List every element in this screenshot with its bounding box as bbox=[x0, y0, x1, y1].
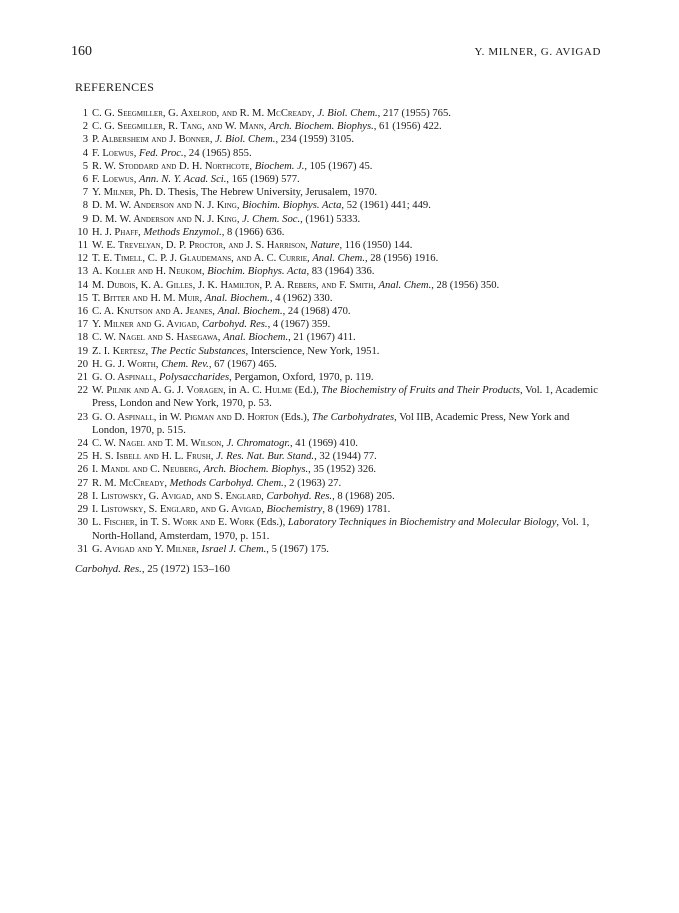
reference-number: 15 bbox=[77, 292, 88, 304]
reference-text: , Vol. 1, Academic Press, London and New York, 1970, p. 53. bbox=[92, 385, 598, 410]
reference-text: , bbox=[261, 504, 267, 516]
reference-authors: L. Fischer bbox=[92, 517, 135, 529]
reference-authors: P. Albersheim and J. Bonner bbox=[92, 134, 210, 146]
reference-item bbox=[76, 265, 604, 278]
reference-text: , 234 (1959) 3105. bbox=[275, 134, 355, 146]
reference-title: J. Chem. Soc. bbox=[242, 213, 301, 225]
reference-text: , 52 (1961) 441; 449. bbox=[341, 200, 431, 212]
reference-text: , 217 (1955) 765. bbox=[377, 108, 451, 119]
reference-authors: C. G. Seegmiller, R. Tang, and W. Mann bbox=[92, 121, 264, 133]
reference-text: (Eds.), bbox=[278, 411, 313, 423]
reference-authors: G. O. Aspinall bbox=[92, 411, 154, 423]
reference-number: 9 bbox=[82, 213, 88, 225]
reference-item bbox=[76, 173, 604, 186]
reference-authors: Y. Milner bbox=[92, 187, 134, 199]
reference-item bbox=[76, 437, 604, 450]
reference-number: 22 bbox=[77, 385, 88, 397]
page-number: 160 bbox=[71, 44, 92, 59]
reference-authors: H. J. Phaff bbox=[92, 226, 139, 238]
reference-title: Arch. Biochem. Biophys. bbox=[203, 464, 309, 476]
reference-item bbox=[76, 358, 604, 371]
reference-list bbox=[76, 107, 604, 556]
reference-number: 17 bbox=[77, 319, 88, 331]
reference-item bbox=[76, 292, 604, 305]
reference-item bbox=[76, 160, 604, 173]
reference-item bbox=[76, 133, 604, 146]
reference-number: 20 bbox=[77, 358, 88, 370]
reference-text: , Pergamon, Oxford, 1970, p. 119. bbox=[229, 372, 374, 384]
reference-text: , bbox=[307, 253, 313, 265]
reference-title: Nature bbox=[310, 240, 340, 252]
reference-authors: Y. Milner and G. Avigad bbox=[92, 319, 197, 331]
reference-title: Biochim. Biophys. Acta bbox=[207, 266, 307, 278]
reference-authors: C. A. Knutson and A. Jeanes bbox=[92, 306, 213, 318]
reference-title: Polysaccharides bbox=[159, 372, 230, 384]
reference-text: , bbox=[198, 464, 204, 476]
reference-item bbox=[76, 107, 604, 120]
reference-item bbox=[76, 252, 604, 265]
reference-title: Anal. Chem. bbox=[312, 253, 365, 265]
reference-number: 14 bbox=[77, 279, 88, 291]
reference-item bbox=[76, 371, 604, 384]
reference-number: 26 bbox=[77, 464, 88, 476]
reference-authors: G. O. Aspinall bbox=[92, 372, 154, 384]
reference-authors: C. W. Nagel and S. Hasegawa bbox=[92, 332, 218, 344]
reference-title: Fed. Proc. bbox=[139, 147, 184, 159]
reference-text: , bbox=[201, 266, 208, 278]
reference-item bbox=[76, 186, 604, 199]
reference-authors: G. Avigad and Y. Milner bbox=[92, 543, 197, 555]
reference-text: , bbox=[249, 160, 255, 172]
reference-title: Anal. Biochem. bbox=[217, 306, 283, 318]
reference-authors: F. Loewus bbox=[92, 147, 134, 159]
reference-text: , bbox=[209, 134, 216, 146]
reference-text: , in bbox=[134, 517, 151, 529]
section-title: REFERENCES bbox=[75, 80, 155, 94]
reference-authors: D. M. W. Anderson and N. J. King bbox=[92, 200, 237, 212]
reference-title: J. Chromatogr. bbox=[226, 438, 290, 450]
reference-number: 3 bbox=[82, 134, 88, 146]
reference-number: 2 bbox=[82, 121, 88, 133]
reference-text: , in bbox=[223, 385, 240, 397]
reference-title: Laboratory Techniques in Biochemistry and Molecular Biology bbox=[287, 517, 557, 529]
reference-text: , 21 (1967) 411. bbox=[288, 332, 356, 344]
reference-authors: R. W. Stoddard and D. H. Northcote bbox=[92, 160, 250, 172]
reference-text: , in bbox=[153, 411, 170, 423]
reference-authors: H. S. Isbell and H. L. Frush bbox=[92, 451, 211, 463]
reference-text: , 32 (1944) 77. bbox=[314, 451, 377, 463]
reference-text: , 24 (1968) 470. bbox=[282, 306, 351, 318]
reference-text: , 41 (1969) 410. bbox=[289, 438, 358, 450]
reference-authors: I. Listowsky, S. Englard, and G. Avigad bbox=[92, 504, 262, 516]
reference-authors: T. S. Work and E. Work bbox=[150, 517, 255, 529]
reference-authors: W. E. Trevelyan, D. P. Proctor, and J. S. Harrison bbox=[92, 240, 306, 252]
reference-authors: D. M. W. Anderson and N. J. King bbox=[92, 213, 237, 225]
reference-item bbox=[76, 463, 604, 476]
reference-item bbox=[76, 503, 604, 516]
reference-text: , 28 (1956) 1916. bbox=[364, 253, 439, 265]
reference-text: , bbox=[210, 451, 217, 463]
reference-text: , (1961) 5333. bbox=[300, 213, 361, 225]
reference-number: 30 bbox=[77, 517, 88, 529]
reference-text: , bbox=[199, 292, 205, 304]
reference-text: , Interscience, New York, 1951. bbox=[245, 345, 380, 357]
reference-text: , 8 (1968) 205. bbox=[332, 490, 395, 502]
reference-text: , bbox=[133, 174, 139, 186]
reference-text: , bbox=[196, 319, 202, 331]
reference-text: , bbox=[138, 226, 144, 238]
reference-text: , bbox=[305, 240, 311, 252]
reference-text: , Ph. D. Thesis, The Hebrew University, Jerusalem, 1970. bbox=[133, 187, 378, 199]
reference-authors: C. G. Seegmiller, G. Axelrod, and R. M. McCready bbox=[92, 108, 313, 119]
reference-text: , bbox=[312, 108, 318, 119]
reference-number: 23 bbox=[77, 411, 88, 423]
reference-text: , bbox=[221, 438, 227, 450]
reference-number: 21 bbox=[77, 372, 88, 384]
reference-item bbox=[76, 120, 604, 133]
reference-title: Methods Carbohyd. Chem. bbox=[169, 477, 284, 489]
reference-title: Biochem. J. bbox=[254, 160, 305, 172]
reference-text: , bbox=[217, 332, 224, 344]
reference-number: 4 bbox=[82, 147, 88, 159]
reference-item bbox=[76, 226, 604, 239]
reference-text: , bbox=[236, 200, 243, 212]
reference-title: Israel J. Chem. bbox=[201, 543, 267, 555]
reference-authors: T. Bitter and H. M. Muir bbox=[92, 292, 200, 304]
reference-text: (Ed.), bbox=[292, 385, 322, 397]
reference-text: , bbox=[212, 306, 218, 318]
reference-authors: T. E. Timell, C. P. J. Glaudemans, and A. C. Currie bbox=[92, 253, 308, 265]
reference-number: 11 bbox=[77, 240, 88, 252]
reference-title: J. Biol. Chem. bbox=[317, 108, 378, 119]
reference-text: , bbox=[261, 490, 267, 502]
reference-authors: M. Dubois, K. A. Gilles, J. K. Hamilton, P. A. Rebers, and F. Smith bbox=[92, 279, 374, 291]
reference-title: J. Res. Nat. Bur. Stand. bbox=[216, 451, 315, 463]
reference-text: , bbox=[263, 121, 270, 133]
reference-text: , 28 (1956) 350. bbox=[431, 279, 500, 291]
reference-text: , 67 (1967) 465. bbox=[208, 358, 277, 370]
reference-number: 31 bbox=[77, 543, 88, 555]
reference-text: , 5 (1967) 175. bbox=[266, 543, 329, 555]
reference-authors: A. Koller and H. Neukom bbox=[92, 266, 202, 278]
journal-details: , 25 (1972) 153–160 bbox=[141, 563, 231, 575]
reference-number: 6 bbox=[82, 174, 88, 186]
reference-text: , 8 (1966) 636. bbox=[221, 226, 285, 238]
reference-title: J. Biol. Chem. bbox=[215, 134, 276, 146]
reference-text: , bbox=[373, 279, 379, 291]
reference-text: , Vol IIB, Academic Press, New York and London, 1970, p. 515. bbox=[92, 411, 570, 436]
reference-number: 7 bbox=[82, 187, 88, 199]
reference-authors: A. C. Hulme bbox=[239, 385, 293, 397]
reference-text: , 61 (1956) 422. bbox=[373, 121, 442, 133]
reference-title: Anal. Biochem. bbox=[204, 292, 270, 304]
reference-title: Carbohyd. Res. bbox=[201, 319, 268, 331]
reference-item bbox=[76, 450, 604, 463]
reference-title: Methods Enzymol. bbox=[143, 226, 222, 238]
reference-text: , bbox=[155, 358, 162, 370]
reference-item bbox=[76, 345, 604, 358]
reference-authors: Z. I. Kertesz bbox=[92, 345, 146, 357]
reference-text: , bbox=[164, 477, 170, 489]
reference-text: , 8 (1969) 1781. bbox=[322, 504, 391, 516]
reference-text: , 105 (1967) 45. bbox=[304, 160, 373, 172]
reference-number: 12 bbox=[77, 253, 88, 265]
reference-number: 25 bbox=[77, 451, 88, 463]
reference-number: 5 bbox=[82, 160, 88, 172]
reference-title: Chem. Rev. bbox=[161, 358, 209, 370]
reference-title: The Pectic Substances bbox=[150, 345, 246, 357]
reference-number: 28 bbox=[77, 490, 88, 502]
reference-title: Carbohyd. Res. bbox=[266, 490, 333, 502]
journal-name: Carbohyd. Res. bbox=[75, 563, 142, 575]
reference-text: , bbox=[196, 543, 202, 555]
reference-item bbox=[76, 147, 604, 160]
reference-authors: C. W. Nagel and T. M. Wilson bbox=[92, 438, 222, 450]
reference-item bbox=[76, 279, 604, 292]
reference-number: 24 bbox=[77, 438, 88, 450]
reference-number: 1 bbox=[82, 108, 88, 119]
reference-number: 18 bbox=[77, 332, 88, 344]
reference-item bbox=[76, 384, 604, 410]
reference-item bbox=[76, 411, 604, 437]
reference-text: , bbox=[145, 345, 151, 357]
reference-number: 16 bbox=[77, 306, 88, 318]
reference-title: Anal. Biochem. bbox=[223, 332, 289, 344]
reference-item bbox=[76, 516, 604, 542]
running-head: Y. MILNER, G. AVIGAD bbox=[474, 46, 601, 58]
reference-item bbox=[76, 239, 604, 252]
reference-text: , 116 (1950) 144. bbox=[339, 240, 413, 252]
reference-text: , 4 (1967) 359. bbox=[267, 319, 331, 331]
reference-text: , 83 (1964) 336. bbox=[306, 266, 375, 278]
reference-title: The Biochemistry of Fruits and Their Products bbox=[321, 385, 521, 397]
reference-number: 10 bbox=[77, 226, 88, 238]
reference-authors: R. M. McCready bbox=[92, 477, 165, 489]
reference-item bbox=[76, 305, 604, 318]
reference-number: 13 bbox=[77, 266, 88, 278]
reference-title: Ann. N. Y. Acad. Sci. bbox=[139, 174, 227, 186]
reference-title: Arch. Biochem. Biophys. bbox=[269, 121, 374, 133]
reference-number: 27 bbox=[77, 477, 88, 489]
reference-text: , bbox=[236, 213, 243, 225]
reference-authors: F. Loewus bbox=[92, 174, 134, 186]
reference-text: , 2 (1963) 27. bbox=[283, 477, 342, 489]
reference-authors: W. Pigman and D. Horton bbox=[169, 411, 279, 423]
reference-item bbox=[76, 477, 604, 490]
reference-text: , 24 (1965) 855. bbox=[183, 147, 252, 159]
reference-title: The Carbohydrates bbox=[312, 411, 395, 423]
reference-text: (Eds.), bbox=[254, 517, 288, 529]
reference-number: 19 bbox=[77, 345, 88, 357]
reference-text: , Vol. 1, North-Holland, Amsterdam, 1970, p. 151. bbox=[92, 517, 590, 542]
reference-number: 8 bbox=[82, 200, 88, 212]
reference-authors: W. Pilnik and A. G. J. Voragen bbox=[92, 385, 224, 397]
reference-authors: I. Listowsky, G. Avigad, and S. Englard bbox=[92, 490, 262, 502]
reference-text: , 4 (1962) 330. bbox=[269, 292, 333, 304]
reference-title: Anal. Chem. bbox=[378, 279, 432, 291]
reference-number: 29 bbox=[77, 504, 88, 516]
reference-text: , 35 (1952) 326. bbox=[308, 464, 377, 476]
reference-item bbox=[76, 213, 604, 226]
reference-item bbox=[76, 331, 604, 344]
reference-item bbox=[76, 199, 604, 212]
reference-item bbox=[76, 543, 604, 556]
reference-text: , 165 (1969) 577. bbox=[226, 174, 300, 186]
reference-item bbox=[76, 490, 604, 503]
reference-authors: I. Mandl and C. Neuberg bbox=[92, 464, 199, 476]
journal-citation bbox=[75, 563, 230, 575]
reference-text: , bbox=[133, 147, 139, 159]
reference-authors: H. G. J. Worth bbox=[92, 358, 156, 370]
reference-title: Biochemistry bbox=[266, 504, 323, 516]
reference-text: , bbox=[153, 372, 160, 384]
reference-title: Biochim. Biophys. Acta bbox=[242, 200, 342, 212]
reference-item bbox=[76, 318, 604, 331]
